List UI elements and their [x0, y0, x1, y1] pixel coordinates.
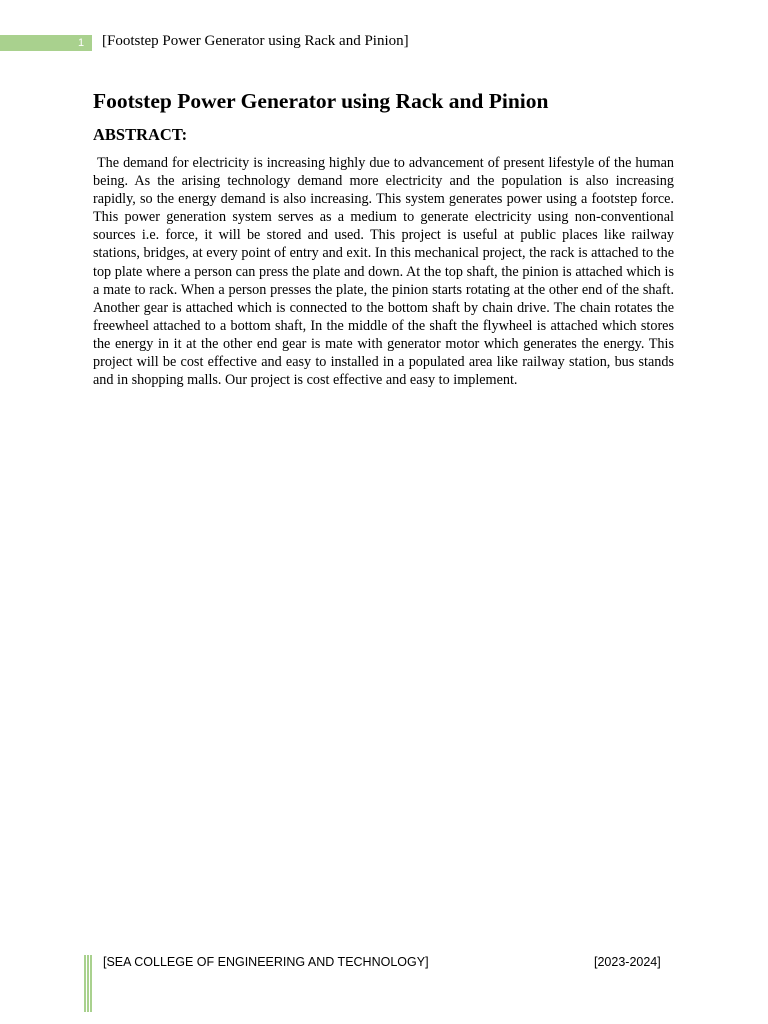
footer-accent-bar — [84, 955, 86, 1012]
footer-institution: [SEA COLLEGE OF ENGINEERING AND TECHNOLOGY] — [103, 955, 429, 969]
running-header-title: [Footstep Power Generator using Rack and Pinion] — [102, 33, 409, 49]
footer-year: [2023-2024] — [594, 955, 661, 969]
abstract-heading: ABSTRACT: — [93, 125, 188, 144]
document-title: Footstep Power Generator using Rack and Pinion — [93, 89, 549, 113]
page-number: 1 — [77, 37, 85, 49]
footer-accent-bar — [90, 955, 92, 1012]
abstract-paragraph: The demand for electricity is increasing highly due to advancement of present lifestyle of the human being. As the arising technology demand more electricity and the population is also increasing rapidly, so the energy demand is also increasing. This system generates power using a footstep force. This power generation system serves as a medium to generate electricity using non-conventional sources i.e. force, it will be stored and used. This project is useful at public places like railway stations, bridges, at every point of entry and exit. In this mechanical project, the rack is attached to the top plate where a person can press the plate and down. At the top shaft, the pinion is attached which is a mate to rack. When a person presses the plate, the pinion starts rotating at the other end of the shaft. Another gear is attached which is connected to the bottom shaft by chain drive. The chain rotates the freewheel attached to a bottom shaft, In the middle of the shaft the flywheel is attached which stores the energy in it at the other end gear is mate with generator motor which generates the energy. This project will be cost effective and easy to installed in a populated area like railway station, bus stands and in shopping malls. Our project is cost effective and easy to implement. — [93, 155, 678, 389]
footer-accent-bar — [87, 955, 89, 1012]
